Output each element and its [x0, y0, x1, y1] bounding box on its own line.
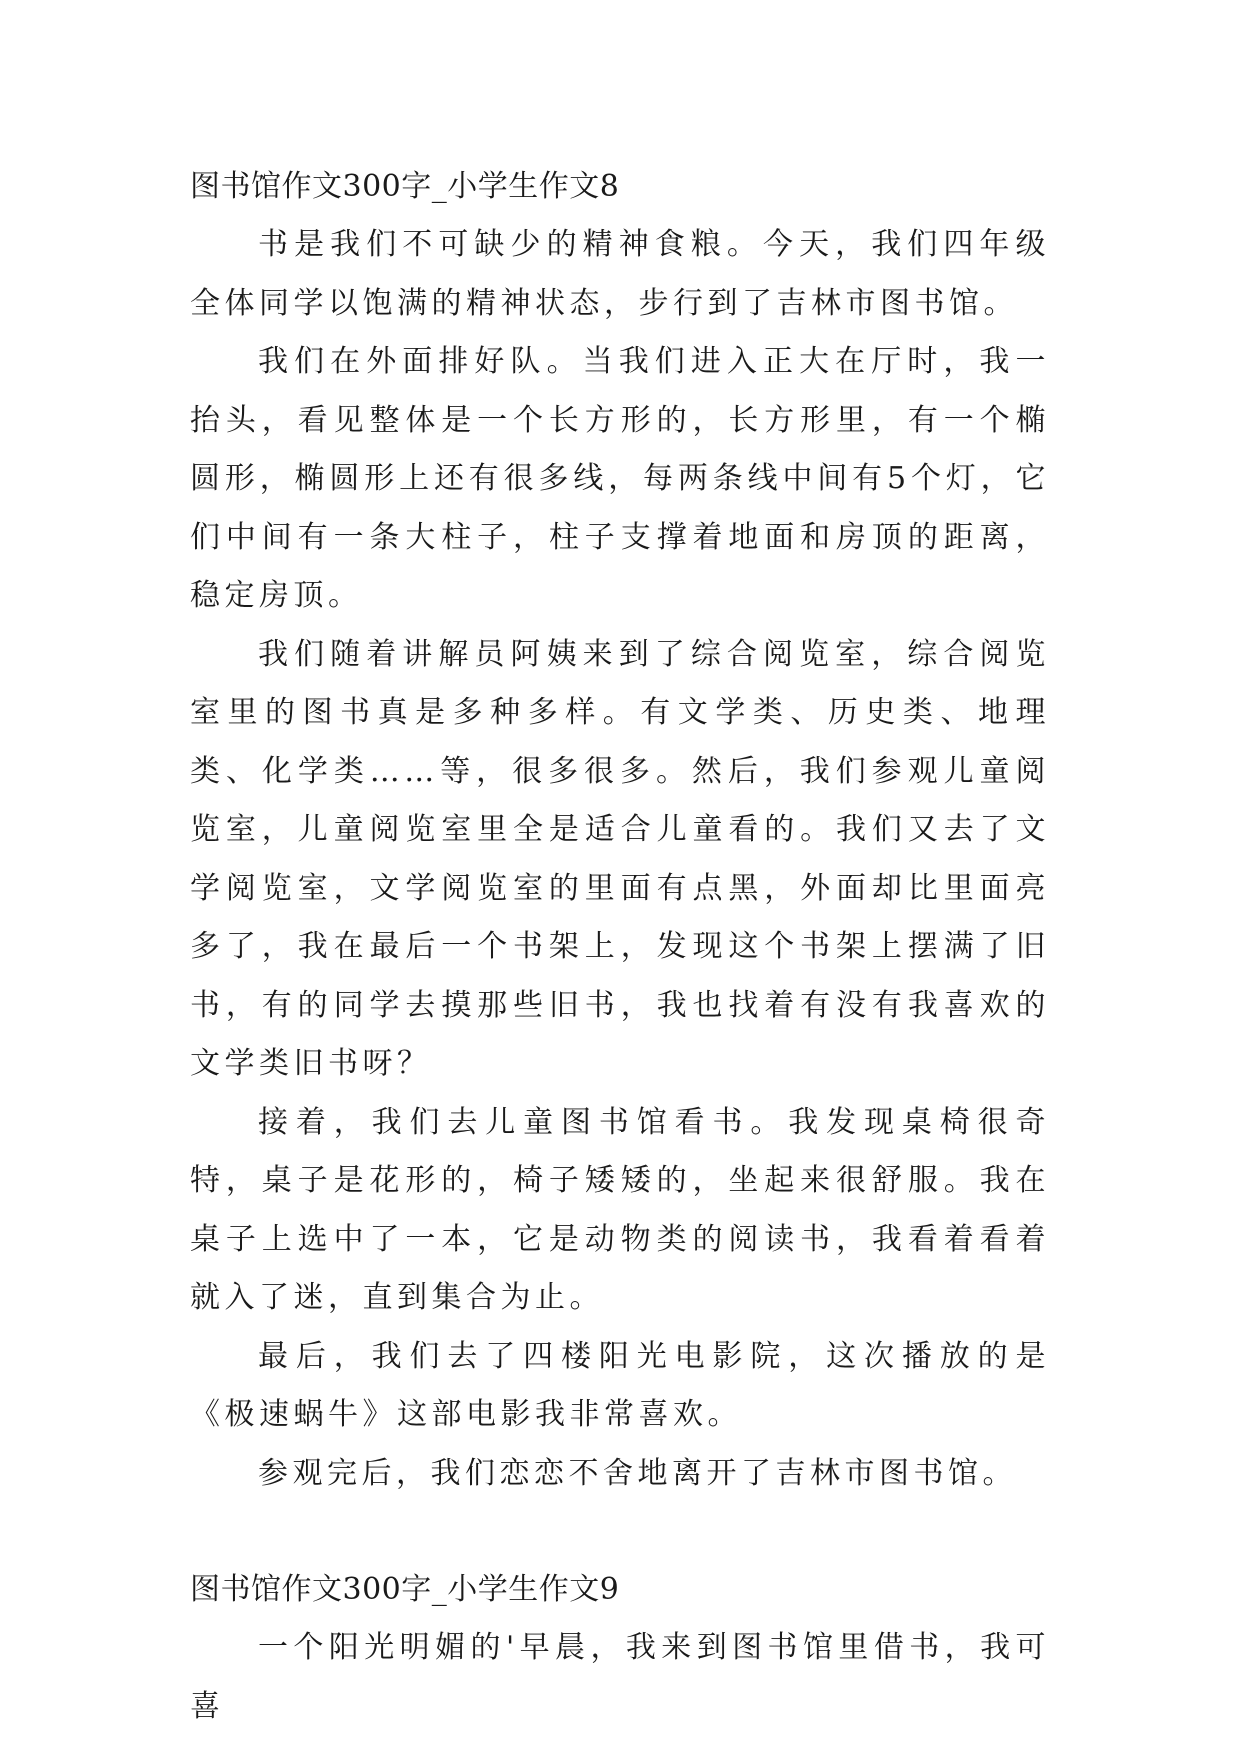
essay-paragraph: 我们随着讲解员阿姨来到了综合阅览室，综合阅览室里的图书真是多种多样。有文学类、历史类、地理类、化学类……等，很多很多。然后，我们参观儿童阅览室，儿童阅览室里全是适合儿童看的。我们又去了文学阅览室，文学阅览室的里面有点黑，外面却比里面亮多了，我在最后一个书架上，发现这个书架上摆满了旧书，有的同学去摸那些旧书，我也找着有没有我喜欢的文学类旧书呀？	[190, 636, 1050, 1081]
section-spacer	[190, 1503, 1050, 1561]
essay-paragraph: 一个阳光明媚的'早晨，我来到图书馆里借书，我可喜	[190, 1630, 1050, 1724]
document-body	[190, 158, 1050, 1736]
essay-title: 图书馆作文300字_小学生作文8	[190, 169, 620, 204]
essay-9	[190, 1561, 1050, 1736]
essay-paragraph: 书是我们不可缺少的精神食粮。今天，我们四年级全体同学以饱满的精神状态，步行到了吉林市图书馆。	[190, 227, 1050, 321]
essay-paragraph: 参观完后，我们恋恋不舍地离开了吉林市图书馆。	[258, 1455, 1017, 1491]
essay-paragraph: 最后，我们去了四楼阳光电影院，这次播放的是《极速蜗牛》这部电影我非常喜欢。	[190, 1338, 1050, 1432]
essay-title: 图书馆作文300字_小学生作文9	[190, 1572, 620, 1607]
essay-8	[190, 158, 1050, 1503]
essay-paragraph: 接着，我们去儿童图书馆看书。我发现桌椅很奇特，桌子是花形的，椅子矮矮的，坐起来很舒服。我在桌子上选中了一本，它是动物类的阅读书，我看着看着就入了迷，直到集合为止。	[190, 1104, 1050, 1315]
essay-paragraph: 我们在外面排好队。当我们进入正大在厅时，我一抬头，看见整体是一个长方形的，长方形里，有一个椭圆形，椭圆形上还有很多线，每两条线中间有5个灯，它们中间有一条大柱子，柱子支撑着地面和房顶的距离，稳定房顶。	[190, 344, 1050, 613]
